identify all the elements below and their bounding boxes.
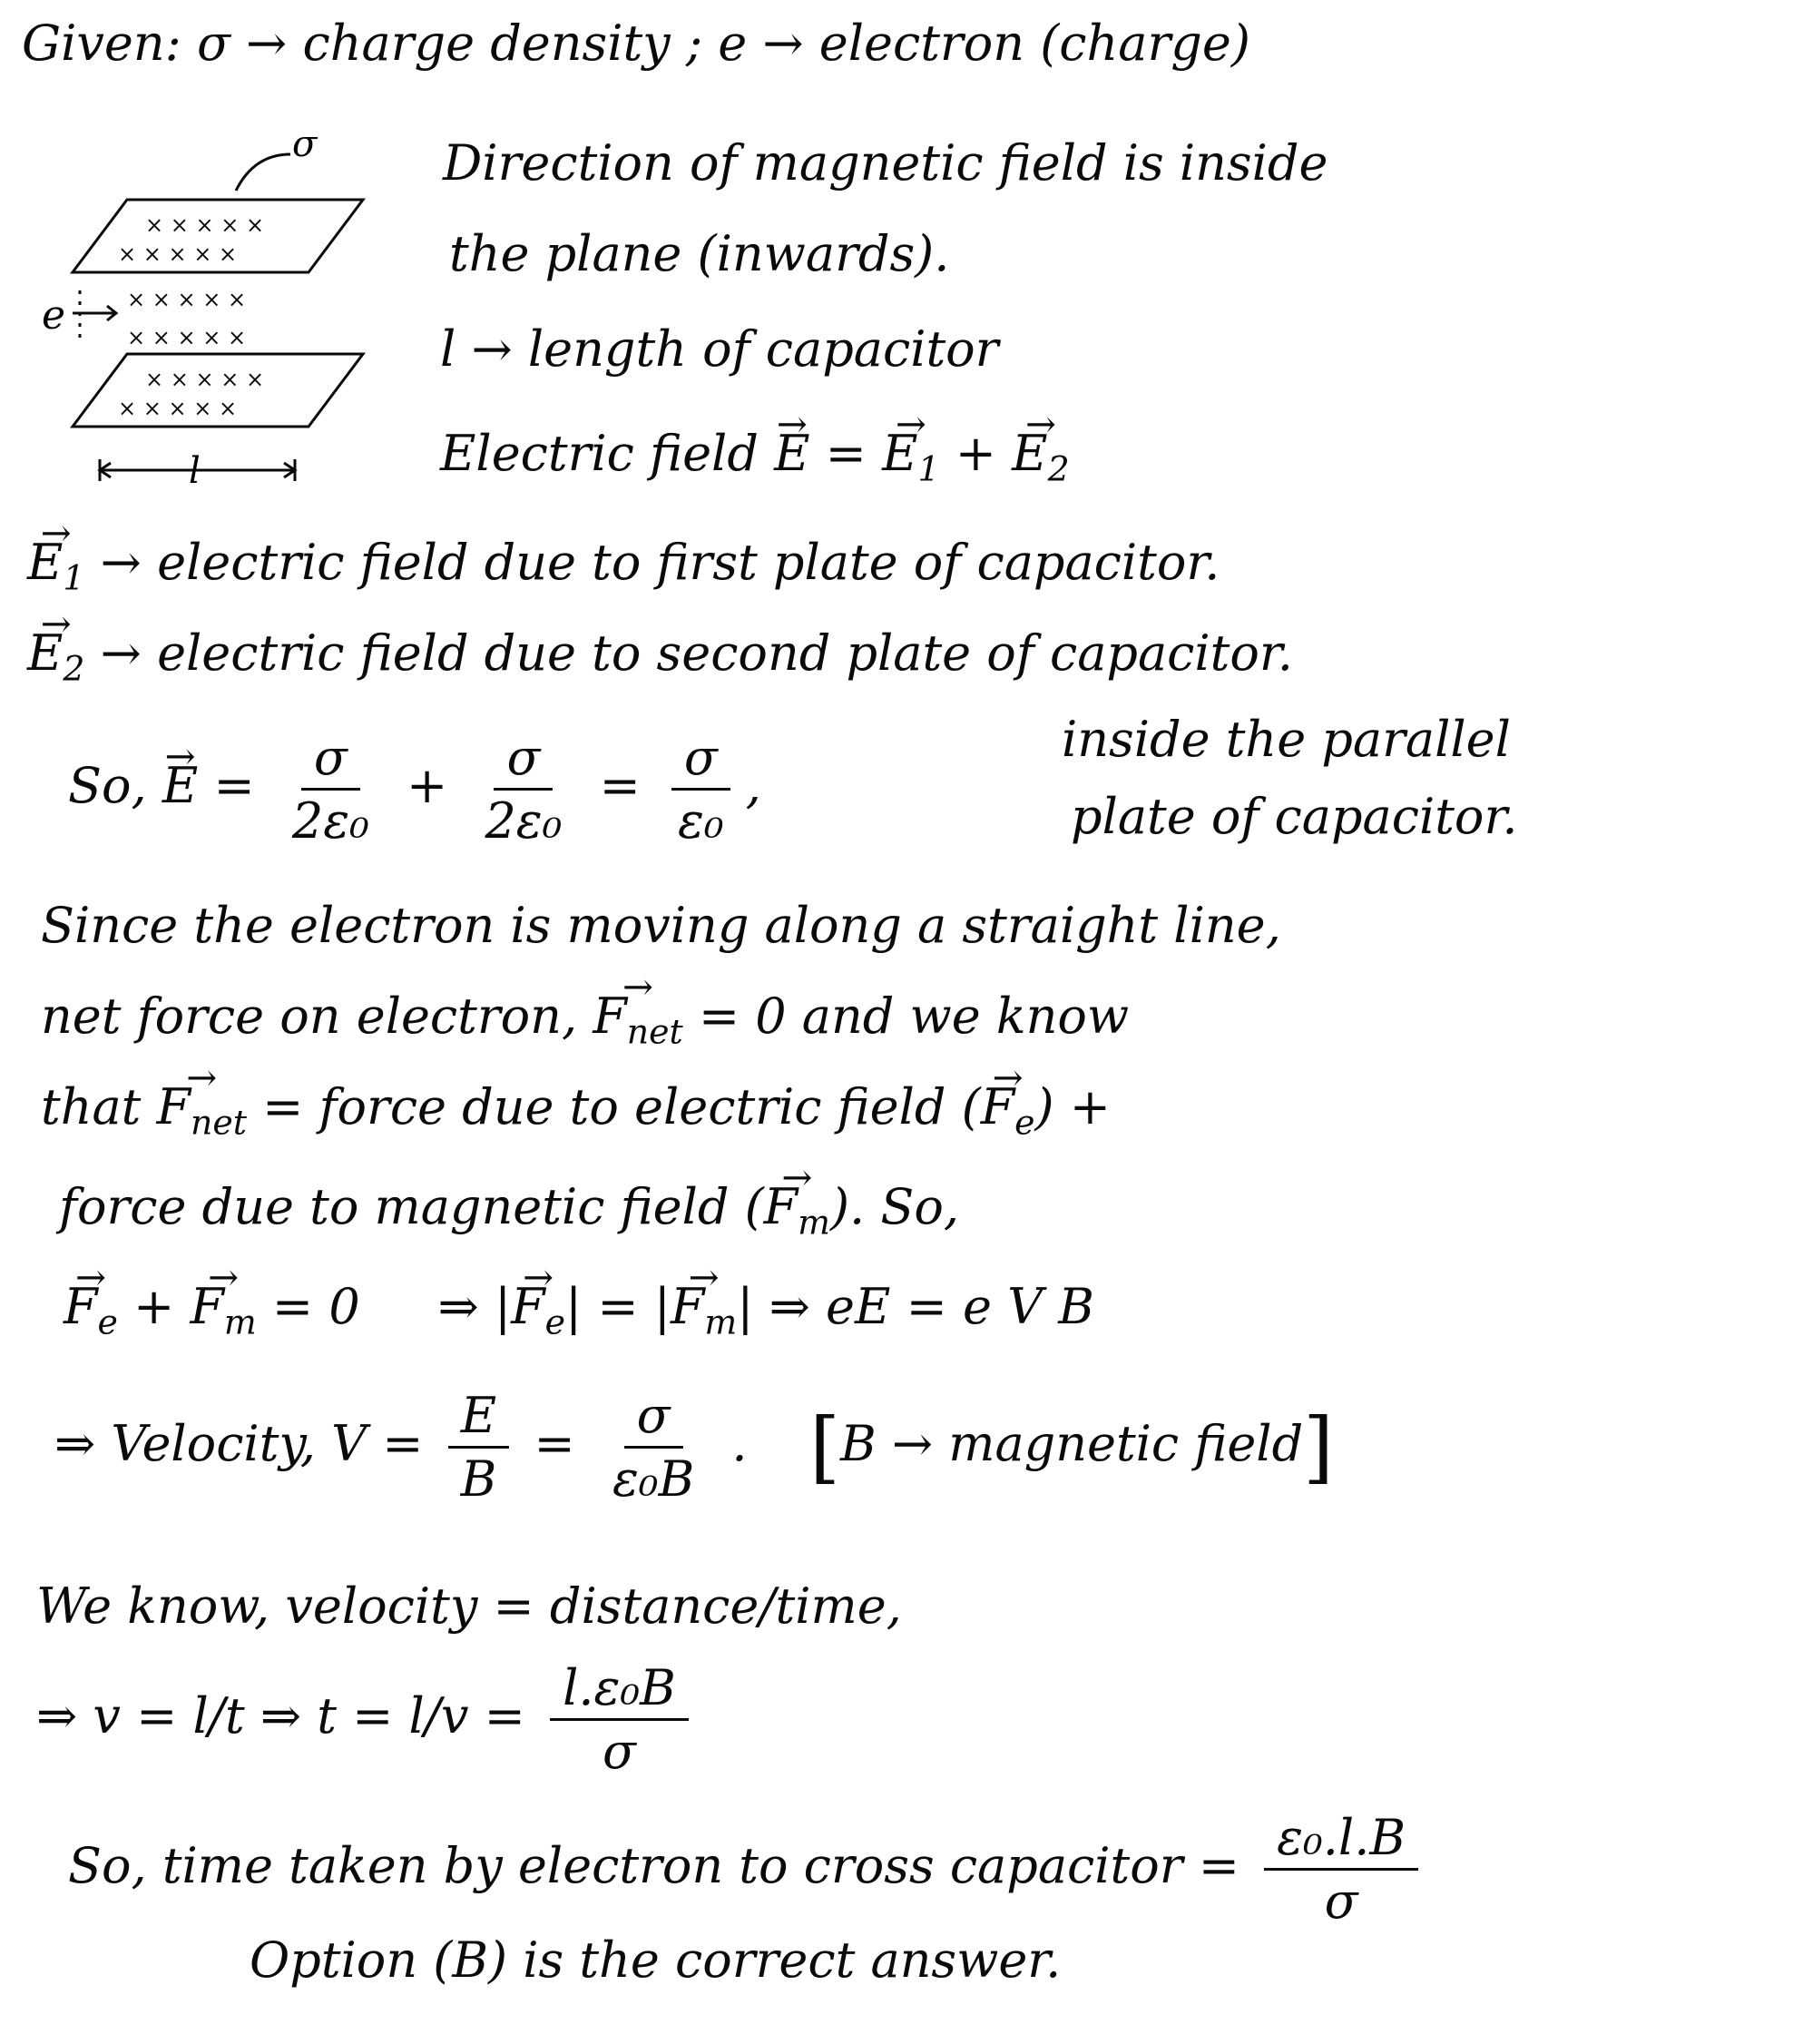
- e-symbol: e: [718, 15, 748, 72]
- arrow-icon: →: [471, 320, 513, 378]
- fraction: $\frac{\text{ε₀.l.B}}{\sigma}$: [1264, 1811, 1418, 1929]
- e2-definition: → $E_2$ → electric field due to second plate of capacitor.: [27, 626, 1293, 688]
- magnetic-field-note: B → magnetic field: [839, 1414, 1304, 1472]
- paragraph-line-1: Since the electron is moving along a straight line,: [41, 897, 1281, 954]
- fraction: $\frac{\sigma}{\text{2ε₀}}$: [291, 729, 369, 850]
- svg-text:× × × × ×: × × × × ×: [127, 287, 247, 312]
- svg-text:× × × × ×: × × × × ×: [118, 241, 238, 267]
- plane-line: the plane (inwards).: [449, 225, 950, 282]
- paragraph-line-4: force due to magnetic field (→ $F_m$). So,: [59, 1180, 959, 1242]
- paragraph-line-3: that → $F_{net}$ = force due to electric field (→ $F_e$) +: [41, 1080, 1111, 1142]
- force-balance-equation: → $F_e$ + → $F_m = 0$ ⇒ |→ $F_e|$ = |→ $F_m|$ ⇒ eE = e V B: [64, 1280, 1094, 1341]
- sketch-e-label: e: [42, 292, 66, 339]
- sketch-sigma-label: σ: [292, 127, 318, 165]
- magnetic-field-crosses: [118, 212, 264, 421]
- field-sum-equation: So, → E = $\frac{\sigma}{\text{2ε₀}}$ + $\frac{\sigma}{\text{2ε₀}}$ = $\frac{\sigma}{\text{ε₀}}$ ,: [68, 731, 761, 849]
- electric-field-equation: Electric field → E = → $E_1$ + → $E_2$: [440, 427, 1070, 488]
- arrow-icon: →: [100, 624, 142, 682]
- arrow-icon: →: [246, 15, 303, 72]
- svg-text:× × × × ×: × × × × ×: [127, 325, 247, 350]
- sigma-pointer: [236, 154, 290, 191]
- svg-text:× × × × ×: × × × × ×: [118, 396, 238, 421]
- time-equation: ⇒ v = l/t ⇒ t = l/v = $\frac{\text{l.ε₀B}}{\sigma}$: [36, 1661, 698, 1779]
- fraction: $\frac{\sigma}{\text{2ε₀}}$: [485, 729, 563, 850]
- given-line: Given: σ → charge density ; e → electron (charge): [22, 15, 1250, 72]
- capacitor-sketch: [36, 127, 417, 490]
- fraction: $\frac{\sigma}{\text{ε₀}}$: [665, 731, 737, 849]
- inside-text-2: plate of capacitor.: [1071, 788, 1518, 845]
- velocity-definition: We know, velocity = distance/time,: [36, 1577, 902, 1635]
- arrow-icon: →: [762, 15, 804, 72]
- e-description: electron (charge): [818, 15, 1250, 72]
- length-definition: l → length of capacitor: [440, 320, 999, 378]
- fraction: $\frac{E}{B}$: [448, 1389, 510, 1507]
- direction-line: Direction of magnetic field is inside: [443, 134, 1328, 192]
- svg-text:× × × × ×: × × × × ×: [145, 367, 265, 392]
- arrow-icon: →: [100, 534, 142, 591]
- sigma-description: charge density: [302, 15, 671, 72]
- sketch-l-label: l: [189, 450, 201, 490]
- paragraph-line-2: net force on electron, → $F_{net} = 0$ and we know: [41, 989, 1129, 1051]
- answer-line: Option (B) is the correct answer.: [250, 1931, 1062, 1989]
- fraction: $\frac{\sigma}{\text{ε₀B}}$: [612, 1387, 695, 1508]
- final-result: So, time taken by electron to cross capacitor = $\frac{\text{ε₀.l.B}}{\sigma}$: [68, 1811, 1427, 1929]
- svg-text:× × × × ×: × × × × ×: [145, 212, 265, 238]
- inside-text-1: inside the parallel: [1062, 711, 1511, 768]
- e1-definition: → $E_1$ → electric field due to first plate of capacitor.: [27, 536, 1220, 597]
- velocity-equation: ⇒ Velocity, V = $\frac{E}{B}$ = $\frac{\sigma}{\text{ε₀B}}$ . [B → magnetic field]: [54, 1387, 1334, 1508]
- fraction: $\frac{\text{l.ε₀B}}{\sigma}$: [550, 1661, 689, 1779]
- given-prefix: Given: σ: [22, 15, 230, 72]
